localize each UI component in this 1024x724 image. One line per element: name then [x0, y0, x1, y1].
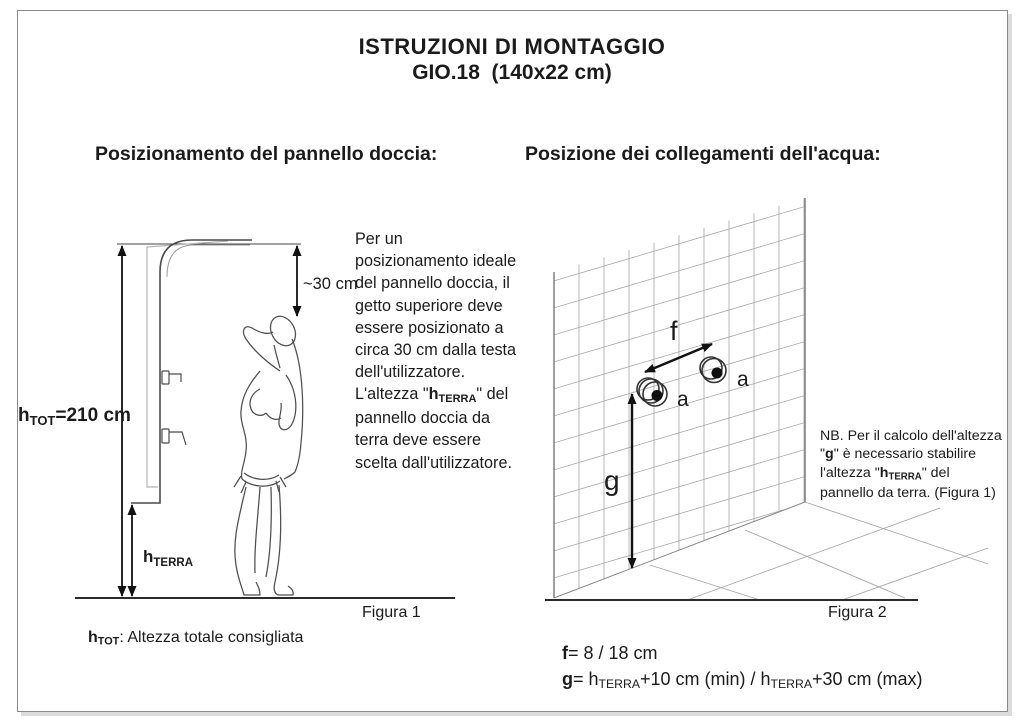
paragraph-text: Per un posizionamento ideale del pannello doccia, il getto superiore deve essere posizionato a circa 30 cm dalla testa dell'utilizzatore. L'altezza " [355, 230, 517, 404]
panel-handles [162, 371, 186, 445]
formula-f: f= 8 / 18 cm [562, 643, 658, 663]
figure2-heading: Posizione dei collegamenti dell'acqua: [525, 143, 881, 165]
figure2-illustration [540, 190, 1015, 620]
page-subtitle: GIO.18 (140x22 cm) [412, 61, 612, 84]
page-title: ISTRUZIONI DI MONTAGGIO [358, 34, 666, 59]
g-label: g [604, 465, 620, 496]
person-figure [234, 312, 303, 595]
a-label-right: a [737, 368, 749, 391]
formulas-block [562, 640, 923, 694]
figure2-caption: Figura 2 [828, 604, 887, 621]
nb-line2: "g" è necessario stabilire [820, 446, 976, 463]
nb-line3: l'altezza "$h_{TERRA}$" del [820, 464, 950, 483]
nb-line4: pannello da terra. (Figura 1) [820, 484, 996, 501]
figure1-heading: Posizionamento del pannello doccia: [95, 143, 438, 165]
hterra-inline-sub: TERRA [438, 393, 477, 406]
htot-note [88, 629, 303, 648]
water-connection-left [637, 378, 667, 406]
htot-label: $h_{TOT}=210$ cm [18, 405, 131, 428]
figure1-paragraph [355, 228, 518, 474]
shower-panel [131, 240, 252, 503]
hterra-inline: h [428, 385, 439, 404]
figure1-caption: Figura 1 [362, 604, 421, 621]
floor-tile-lines [650, 502, 988, 600]
paragraph-text-2: " del pannello doccia da terra deve essere scelta dall'utilizzatore. [355, 385, 512, 472]
a-label-left: a [677, 388, 689, 411]
note-text: : Altezza totale consigliata [119, 629, 304, 646]
nb-line1: NB. Per il calcolo dell'altezza [820, 428, 1002, 444]
head-clearance-label: ~30 cm [303, 275, 358, 293]
formula-g: $g= h_{TERRA}+10$ cm $(\min) / h_{TERRA}+30$ cm (max) [562, 669, 923, 692]
note-h-sub: TOT [97, 635, 120, 648]
f-label: f [670, 316, 678, 346]
wall-base-edge [554, 502, 805, 598]
nb-note [820, 427, 1024, 502]
note-h: h [88, 629, 98, 646]
hterra-label: $h_{TERRA}$ [143, 547, 194, 569]
